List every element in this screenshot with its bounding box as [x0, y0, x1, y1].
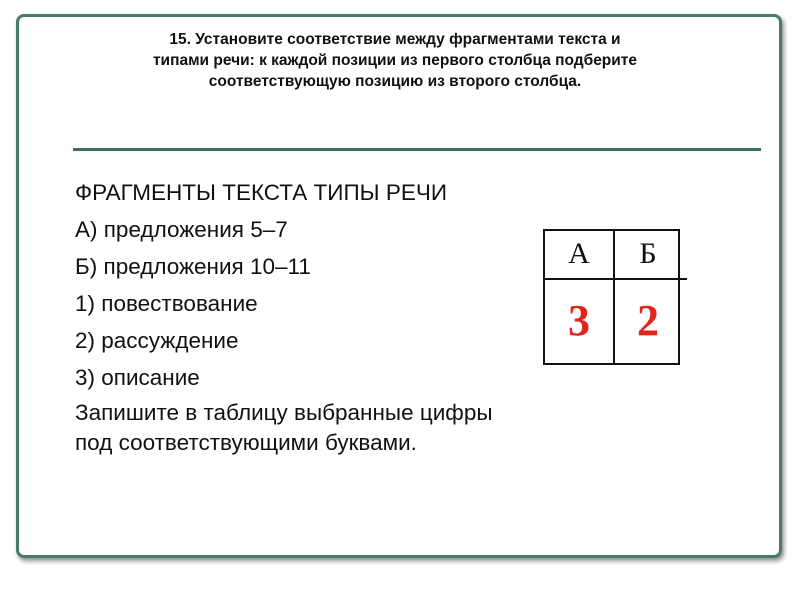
table-header-a: А	[568, 237, 590, 270]
column-headers: ФРАГМЕНТЫ ТЕКСТА ТИПЫ РЕЧИ	[75, 180, 447, 205]
table-header-b: Б	[639, 237, 657, 270]
speech-type-1: 1) повествование	[75, 291, 258, 316]
table-value-b: 2	[637, 296, 659, 345]
fragment-b: Б) предложения 10–11	[75, 254, 311, 279]
table-divider-horizontal	[543, 278, 687, 280]
fragment-a: А) предложения 5–7	[75, 217, 288, 242]
speech-type-2: 2) рассуждение	[75, 328, 239, 353]
table-value-a: 3	[568, 296, 590, 345]
question-line-1: 15. Установите соответствие между фрагментами текста и	[169, 31, 621, 48]
question-line-2: типами речи: к каждой позиции из первого столбца подберите	[152, 52, 638, 69]
divider-line	[73, 148, 761, 151]
question-text	[45, 29, 745, 92]
instruction-line-2: под соответствующими буквами.	[75, 430, 417, 455]
slide-frame	[16, 14, 782, 558]
speech-type-3: 3) описание	[75, 365, 200, 390]
question-line-3: соответствующую позицию из второго столбца.	[208, 73, 582, 90]
instruction-line-1: Запишите в таблицу выбранные цифры	[75, 400, 493, 425]
answer-table	[543, 229, 680, 365]
